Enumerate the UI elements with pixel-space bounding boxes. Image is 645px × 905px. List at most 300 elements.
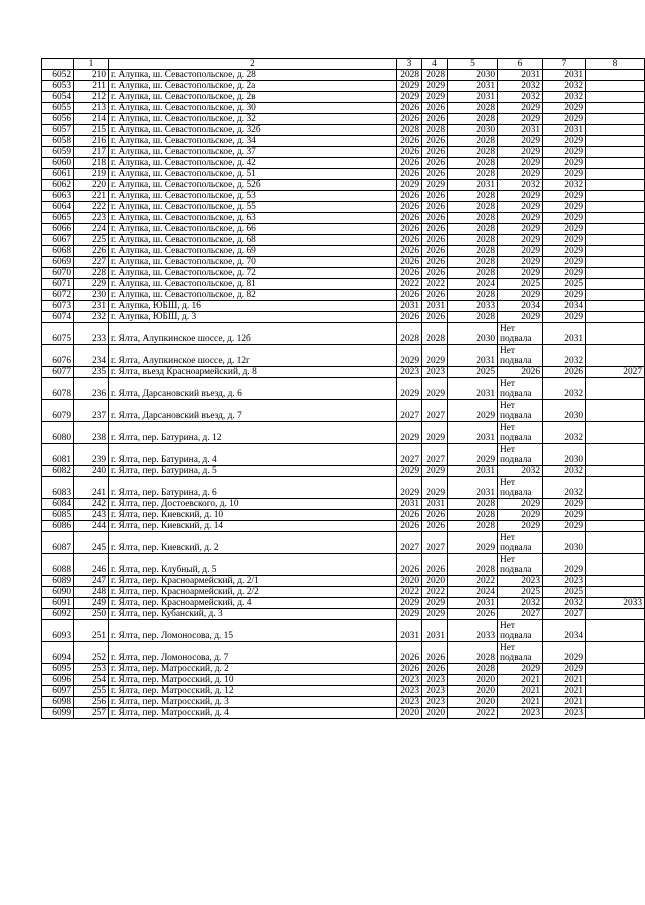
- year-col5-cell: 2030: [448, 125, 498, 136]
- year-col3-cell: 2022: [397, 587, 422, 598]
- year-col3-cell: 2029: [397, 422, 422, 444]
- year-col7-cell: 2029: [543, 202, 586, 213]
- header-cell: 2: [109, 59, 397, 70]
- year-col7-cell: 2021: [543, 675, 586, 686]
- year-col7-cell: 2025: [543, 587, 586, 598]
- table-row: [42, 675, 645, 686]
- year-col5-cell: 2028: [448, 268, 498, 279]
- table-row: [42, 92, 645, 103]
- table-body: [42, 59, 645, 719]
- row-id-cell: 6060: [42, 158, 74, 169]
- row-number-cell: 241: [74, 477, 109, 499]
- row-number-cell: 221: [74, 191, 109, 202]
- year-col4-cell: 2029: [422, 466, 448, 477]
- row-id-cell: 6097: [42, 686, 74, 697]
- col6-cell: 2029: [498, 158, 543, 169]
- row-id-cell: 6090: [42, 587, 74, 598]
- year-col3-cell: 2029: [397, 180, 422, 191]
- address-cell: г. Алупка, ш. Севастопольское, д. 30: [109, 103, 397, 114]
- year-col7-cell: 2030: [543, 532, 586, 554]
- year-col4-cell: 2026: [422, 169, 448, 180]
- year-col3-cell: 2026: [397, 510, 422, 521]
- table-row: [42, 224, 645, 235]
- year-col3-cell: 2029: [397, 378, 422, 400]
- row-number-cell: 216: [74, 136, 109, 147]
- col6-cell: 2029: [498, 191, 543, 202]
- year-col7-cell: 2031: [543, 125, 586, 136]
- row-number-cell: 227: [74, 257, 109, 268]
- year-col3-cell: 2020: [397, 708, 422, 719]
- year-col3-cell: 2026: [397, 191, 422, 202]
- row-number-cell: 244: [74, 521, 109, 532]
- year-col5-cell: 2028: [448, 499, 498, 510]
- col6-cell: 2021: [498, 675, 543, 686]
- year-col8-cell: [586, 400, 645, 422]
- row-id-cell: 6083: [42, 477, 74, 499]
- year-col5-cell: 2028: [448, 114, 498, 125]
- address-cell: г. Ялта, пер. Киевский, д. 14: [109, 521, 397, 532]
- year-col4-cell: 2031: [422, 620, 448, 642]
- address-cell: г. Алупка, ш. Севастопольское, д. 63: [109, 213, 397, 224]
- year-col4-cell: 2026: [422, 246, 448, 257]
- year-col7-cell: 2032: [543, 345, 586, 367]
- year-col8-cell: [586, 70, 645, 81]
- col6-line1: Нет: [500, 401, 516, 411]
- table-row: [42, 136, 645, 147]
- year-col8-cell: [586, 499, 645, 510]
- row-number-cell: 249: [74, 598, 109, 609]
- row-number-cell: 211: [74, 81, 109, 92]
- row-number-cell: 245: [74, 532, 109, 554]
- table-row: [42, 576, 645, 587]
- year-col7-cell: 2029: [543, 246, 586, 257]
- row-id-cell: 6089: [42, 576, 74, 587]
- year-col8-cell: [586, 125, 645, 136]
- year-col4-cell: 2029: [422, 180, 448, 191]
- row-number-cell: 210: [74, 70, 109, 81]
- year-col7-cell: 2021: [543, 686, 586, 697]
- year-col3-cell: 2026: [397, 642, 422, 664]
- col6-cell: [498, 532, 543, 554]
- row-id-cell: 6079: [42, 400, 74, 422]
- year-col8-cell: [586, 235, 645, 246]
- year-col8-cell: [586, 664, 645, 675]
- year-col5-cell: 2028: [448, 191, 498, 202]
- year-col7-cell: 2029: [543, 147, 586, 158]
- row-id-cell: 6056: [42, 114, 74, 125]
- row-number-cell: 246: [74, 554, 109, 576]
- year-col3-cell: 2031: [397, 301, 422, 312]
- row-id-cell: 6052: [42, 70, 74, 81]
- row-number-cell: 235: [74, 367, 109, 378]
- year-col5-cell: 2028: [448, 521, 498, 532]
- address-cell: г. Ялта, пер. Красноармейский, д. 2/2: [109, 587, 397, 598]
- year-col3-cell: 2029: [397, 345, 422, 367]
- year-col5-cell: 2024: [448, 587, 498, 598]
- row-id-cell: 6075: [42, 323, 74, 345]
- year-col4-cell: 2026: [422, 642, 448, 664]
- year-col5-cell: 2028: [448, 202, 498, 213]
- table-row: [42, 521, 645, 532]
- col6-cell: 2029: [498, 246, 543, 257]
- year-col4-cell: 2026: [422, 224, 448, 235]
- col6-cell: 2029: [498, 147, 543, 158]
- row-number-cell: 253: [74, 664, 109, 675]
- year-col3-cell: 2029: [397, 466, 422, 477]
- row-id-cell: 6055: [42, 103, 74, 114]
- col6-cell: 2029: [498, 224, 543, 235]
- row-id-cell: 6067: [42, 235, 74, 246]
- col6-cell: 2032: [498, 180, 543, 191]
- row-id-cell: 6096: [42, 675, 74, 686]
- table-row: [42, 268, 645, 279]
- address-cell: г. Алупка, ш. Севастопольское, д. 72: [109, 268, 397, 279]
- header-cell: 5: [448, 59, 498, 70]
- col6-cell: 2029: [498, 202, 543, 213]
- table-row: [42, 180, 645, 191]
- year-col4-cell: 2029: [422, 345, 448, 367]
- col6-line1: Нет: [500, 478, 516, 488]
- year-col7-cell: 2029: [543, 268, 586, 279]
- year-col4-cell: 2029: [422, 81, 448, 92]
- year-col7-cell: 2029: [543, 169, 586, 180]
- row-id-cell: 6071: [42, 279, 74, 290]
- year-col4-cell: 2026: [422, 158, 448, 169]
- year-col8-cell: [586, 642, 645, 664]
- year-col5-cell: 2031: [448, 422, 498, 444]
- address-cell: г. Ялта, пер. Матросский, д. 10: [109, 675, 397, 686]
- address-cell: г. Алупка, ш. Севастопольское, д. 32: [109, 114, 397, 125]
- year-col5-cell: 2029: [448, 532, 498, 554]
- col6-line1: Нет: [500, 555, 516, 565]
- year-col7-cell: 2029: [543, 664, 586, 675]
- address-cell: г. Ялта, въезд Красноармейский, д. 8: [109, 367, 397, 378]
- table-row: [42, 598, 645, 609]
- year-col8-cell: [586, 180, 645, 191]
- year-col5-cell: 2028: [448, 642, 498, 664]
- col6-cell: 2031: [498, 125, 543, 136]
- year-col4-cell: 2029: [422, 422, 448, 444]
- row-id-cell: 6084: [42, 499, 74, 510]
- row-id-cell: 6086: [42, 521, 74, 532]
- table-row: [42, 422, 645, 444]
- year-col5-cell: 2031: [448, 466, 498, 477]
- year-col7-cell: 2029: [543, 521, 586, 532]
- year-col3-cell: 2023: [397, 367, 422, 378]
- row-id-cell: 6081: [42, 444, 74, 466]
- header-cell: 3: [397, 59, 422, 70]
- row-id-cell: 6085: [42, 510, 74, 521]
- address-cell: г. Ялта, пер. Матросский, д. 12: [109, 686, 397, 697]
- table-row: [42, 686, 645, 697]
- year-col8-cell: [586, 213, 645, 224]
- col6-cell: 2029: [498, 114, 543, 125]
- year-col3-cell: 2026: [397, 169, 422, 180]
- col6-line1: Нет: [500, 643, 516, 653]
- row-number-cell: 254: [74, 675, 109, 686]
- year-col7-cell: 2029: [543, 191, 586, 202]
- row-id-cell: 6080: [42, 422, 74, 444]
- year-col4-cell: 2029: [422, 477, 448, 499]
- year-col3-cell: 2029: [397, 598, 422, 609]
- address-cell: г. Алупка, ш. Севастопольское, д. 82: [109, 290, 397, 301]
- address-cell: г. Ялта, пер. Киевский, д. 10: [109, 510, 397, 521]
- year-col8-cell: [586, 697, 645, 708]
- row-number-cell: 226: [74, 246, 109, 257]
- row-id-cell: 6068: [42, 246, 74, 257]
- year-col8-cell: [586, 532, 645, 554]
- schedule-table: [41, 58, 645, 719]
- col6-cell: 2021: [498, 697, 543, 708]
- address-cell: г. Ялта, пер. Кубанский, д. 3: [109, 609, 397, 620]
- year-col5-cell: 2026: [448, 609, 498, 620]
- year-col4-cell: 2028: [422, 125, 448, 136]
- year-col7-cell: 2032: [543, 92, 586, 103]
- year-col5-cell: 2028: [448, 136, 498, 147]
- table-row: [42, 510, 645, 521]
- year-col7-cell: 2029: [543, 158, 586, 169]
- col6-line2: подвала: [500, 488, 532, 498]
- header-row: [42, 59, 645, 70]
- year-col8-cell: [586, 323, 645, 345]
- col6-cell: 2031: [498, 70, 543, 81]
- year-col8-cell: [586, 103, 645, 114]
- year-col4-cell: 2026: [422, 290, 448, 301]
- year-col5-cell: 2028: [448, 213, 498, 224]
- year-col5-cell: 2028: [448, 158, 498, 169]
- row-number-cell: 212: [74, 92, 109, 103]
- year-col8-cell: [586, 312, 645, 323]
- year-col7-cell: 2029: [543, 499, 586, 510]
- col6-cell: 2029: [498, 510, 543, 521]
- table-row: [42, 400, 645, 422]
- year-col8-cell: [586, 708, 645, 719]
- table-row: [42, 642, 645, 664]
- row-id-cell: 6098: [42, 697, 74, 708]
- year-col7-cell: 2032: [543, 378, 586, 400]
- year-col3-cell: 2029: [397, 92, 422, 103]
- address-cell: г. Алупка, ш. Севастопольское, д. 53: [109, 191, 397, 202]
- table-row: [42, 323, 645, 345]
- year-col4-cell: 2029: [422, 598, 448, 609]
- year-col5-cell: 2028: [448, 147, 498, 158]
- address-cell: г. Ялта, пер. Матросский, д. 4: [109, 708, 397, 719]
- row-number-cell: 238: [74, 422, 109, 444]
- year-col4-cell: 2022: [422, 587, 448, 598]
- col6-line2: подвала: [500, 411, 532, 421]
- year-col5-cell: 2028: [448, 103, 498, 114]
- year-col7-cell: 2032: [543, 81, 586, 92]
- year-col3-cell: 2026: [397, 202, 422, 213]
- table-row: [42, 708, 645, 719]
- year-col4-cell: 2026: [422, 147, 448, 158]
- year-col8-cell: [586, 81, 645, 92]
- col6-cell: 2029: [498, 257, 543, 268]
- year-col3-cell: 2027: [397, 400, 422, 422]
- col6-line1: Нет: [500, 324, 516, 334]
- col6-cell: 2032: [498, 598, 543, 609]
- year-col4-cell: 2026: [422, 136, 448, 147]
- year-col4-cell: 2028: [422, 70, 448, 81]
- col6-cell: 2025: [498, 279, 543, 290]
- year-col7-cell: 2029: [543, 114, 586, 125]
- table-row: [42, 609, 645, 620]
- col6-line1: Нет: [500, 379, 516, 389]
- year-col7-cell: 2034: [543, 301, 586, 312]
- col6-cell: 2029: [498, 136, 543, 147]
- row-number-cell: 223: [74, 213, 109, 224]
- table-row: [42, 114, 645, 125]
- row-id-cell: 6073: [42, 301, 74, 312]
- year-col8-cell: [586, 202, 645, 213]
- year-col5-cell: 2031: [448, 345, 498, 367]
- year-col5-cell: 2031: [448, 180, 498, 191]
- row-number-cell: 255: [74, 686, 109, 697]
- year-col5-cell: 2029: [448, 444, 498, 466]
- year-col3-cell: 2026: [397, 554, 422, 576]
- col6-cell: 2029: [498, 235, 543, 246]
- year-col4-cell: 2026: [422, 521, 448, 532]
- year-col3-cell: 2026: [397, 147, 422, 158]
- row-id-cell: 6072: [42, 290, 74, 301]
- row-number-cell: 250: [74, 609, 109, 620]
- address-cell: г. Алупка, ш. Севастопольское, д. 81: [109, 279, 397, 290]
- table-row: [42, 664, 645, 675]
- year-col8-cell: [586, 378, 645, 400]
- col6-line2: подвала: [500, 543, 532, 553]
- table-row: [42, 367, 645, 378]
- address-cell: г. Алупка, ш. Севастопольское, д. 28: [109, 70, 397, 81]
- table-row: [42, 312, 645, 323]
- row-id-cell: 6099: [42, 708, 74, 719]
- year-col7-cell: 2029: [543, 103, 586, 114]
- year-col8-cell: [586, 147, 645, 158]
- year-col8-cell: [586, 686, 645, 697]
- year-col4-cell: 2023: [422, 367, 448, 378]
- col6-line1: Нет: [500, 533, 516, 543]
- col6-line1: Нет: [500, 445, 516, 455]
- year-col8-cell: [586, 587, 645, 598]
- col6-line2: подвала: [500, 653, 532, 663]
- year-col3-cell: 2026: [397, 664, 422, 675]
- year-col4-cell: 2031: [422, 301, 448, 312]
- table-row: [42, 158, 645, 169]
- table-row: [42, 169, 645, 180]
- year-col3-cell: 2029: [397, 477, 422, 499]
- year-col8-cell: [586, 422, 645, 444]
- year-col7-cell: 2032: [543, 466, 586, 477]
- year-col7-cell: 2030: [543, 444, 586, 466]
- col6-line1: Нет: [500, 346, 516, 356]
- address-cell: г. Алупка, ш. Севастопольское, д. 70: [109, 257, 397, 268]
- year-col4-cell: 2027: [422, 532, 448, 554]
- year-col7-cell: 2026: [543, 367, 586, 378]
- year-col7-cell: 2023: [543, 708, 586, 719]
- address-cell: г. Ялта, пер. Батурина, д. 4: [109, 444, 397, 466]
- year-col4-cell: 2026: [422, 114, 448, 125]
- year-col8-cell: [586, 136, 645, 147]
- row-number-cell: 257: [74, 708, 109, 719]
- year-col7-cell: 2030: [543, 400, 586, 422]
- year-col7-cell: 2032: [543, 477, 586, 499]
- year-col3-cell: 2028: [397, 125, 422, 136]
- year-col5-cell: 2022: [448, 576, 498, 587]
- row-id-cell: 6078: [42, 378, 74, 400]
- address-cell: г. Ялта, пер. Матросский, д. 2: [109, 664, 397, 675]
- year-col8-cell: 2027: [586, 367, 645, 378]
- row-number-cell: 251: [74, 620, 109, 642]
- header-cell: 1: [74, 59, 109, 70]
- address-cell: г. Алупка, ш. Севастопольское, д. 34: [109, 136, 397, 147]
- year-col8-cell: [586, 191, 645, 202]
- col6-cell: 2029: [498, 664, 543, 675]
- year-col4-cell: 2026: [422, 257, 448, 268]
- table-row: [42, 279, 645, 290]
- year-col5-cell: 2020: [448, 697, 498, 708]
- row-number-cell: 230: [74, 290, 109, 301]
- year-col3-cell: 2027: [397, 532, 422, 554]
- year-col8-cell: [586, 92, 645, 103]
- year-col3-cell: 2026: [397, 312, 422, 323]
- col6-line2: подвала: [500, 356, 532, 366]
- year-col5-cell: 2029: [448, 400, 498, 422]
- year-col7-cell: 2029: [543, 136, 586, 147]
- year-col7-cell: 2031: [543, 70, 586, 81]
- col6-cell: [498, 554, 543, 576]
- year-col4-cell: 2026: [422, 268, 448, 279]
- header-cell: [42, 59, 74, 70]
- year-col3-cell: 2026: [397, 235, 422, 246]
- address-cell: г. Алупка, ш. Севастопольское, д. 37: [109, 147, 397, 158]
- year-col7-cell: 2034: [543, 620, 586, 642]
- row-number-cell: 213: [74, 103, 109, 114]
- year-col5-cell: 2028: [448, 257, 498, 268]
- year-col5-cell: 2024: [448, 279, 498, 290]
- table-row: [42, 125, 645, 136]
- year-col4-cell: 2022: [422, 279, 448, 290]
- year-col3-cell: 2026: [397, 257, 422, 268]
- year-col7-cell: 2029: [543, 213, 586, 224]
- year-col8-cell: [586, 246, 645, 257]
- year-col3-cell: 2031: [397, 499, 422, 510]
- header-cell: 4: [422, 59, 448, 70]
- col6-cell: [498, 642, 543, 664]
- table-row: [42, 499, 645, 510]
- row-number-cell: 234: [74, 345, 109, 367]
- year-col5-cell: 2031: [448, 477, 498, 499]
- table-row: [42, 235, 645, 246]
- year-col3-cell: 2026: [397, 103, 422, 114]
- year-col7-cell: 2023: [543, 576, 586, 587]
- year-col8-cell: [586, 114, 645, 125]
- row-id-cell: 6095: [42, 664, 74, 675]
- table-row: [42, 444, 645, 466]
- table-row: [42, 213, 645, 224]
- col6-cell: 2026: [498, 367, 543, 378]
- row-id-cell: 6063: [42, 191, 74, 202]
- col6-cell: 2021: [498, 686, 543, 697]
- row-number-cell: 218: [74, 158, 109, 169]
- year-col3-cell: 2031: [397, 620, 422, 642]
- address-cell: г. Ялта, пер. Достоевского, д. 10: [109, 499, 397, 510]
- col6-line2: подвала: [500, 565, 532, 575]
- year-col8-cell: [586, 279, 645, 290]
- table-row: [42, 378, 645, 400]
- col6-line2: подвала: [500, 433, 532, 443]
- year-col7-cell: 2032: [543, 180, 586, 191]
- year-col5-cell: 2028: [448, 246, 498, 257]
- col6-cell: [498, 444, 543, 466]
